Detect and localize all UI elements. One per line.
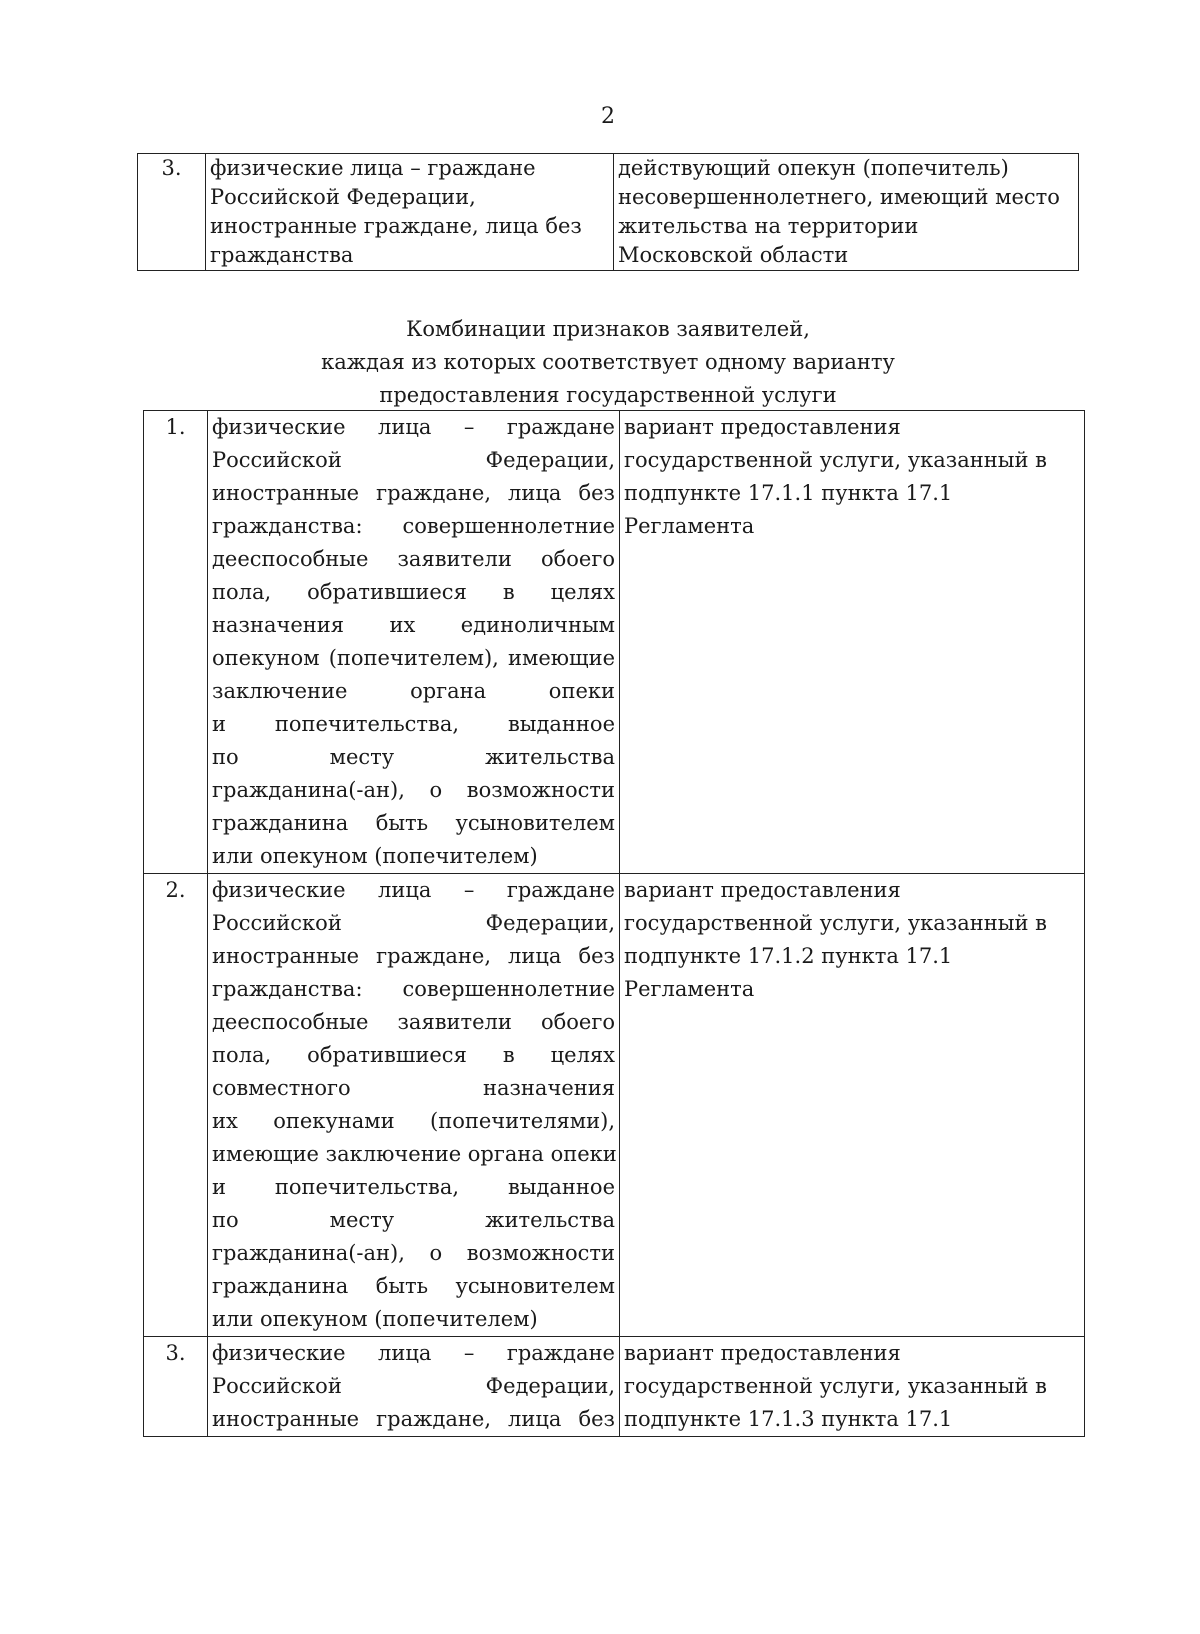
cell-line: Российской Федерации, (212, 1374, 615, 1398)
cell-line: иностранные граждане, лица без (210, 214, 582, 238)
cell-line: дееспособные заявители обоего (212, 547, 615, 571)
cell-line: подпункте 17.1.1 пункта 17.1 (624, 481, 953, 505)
row-number: 3. (138, 154, 206, 271)
cell-line: физические лица – граждане (212, 1341, 615, 1365)
applicant-attribute-cell (614, 154, 1079, 271)
applicant-category-cell (206, 154, 614, 271)
service-variant-cell (620, 1337, 1085, 1437)
cell-line: государственной услуги, указанный в (624, 911, 1047, 935)
cell-line: Российской Федерации, (212, 911, 615, 935)
cell-line: совместного назначения (212, 1076, 615, 1100)
cell-line: пола, обратившиеся в целях (212, 1043, 615, 1067)
cell-line: по месту жительства (212, 1208, 615, 1232)
cell-line: вариант предоставления (624, 878, 901, 902)
cell-line: дееспособные заявители обоего (212, 1010, 615, 1034)
cell-line: назначения их единоличным (212, 613, 615, 637)
cell-line: Регламента (624, 514, 755, 538)
cell-line: иностранные граждане, лица без (212, 944, 615, 968)
cell-line: физические лица – граждане (212, 415, 615, 439)
cell-line: имеющие заключение органа опеки (212, 1142, 617, 1166)
heading-line: предоставления государственной услуги (379, 383, 837, 407)
cell-line: действующий опекун (попечитель) (618, 156, 1009, 180)
row-number: 3. (144, 1337, 208, 1437)
cell-line: государственной услуги, указанный в (624, 448, 1047, 472)
service-variant-cell (620, 411, 1085, 874)
cell-line: гражданина быть усыновителем (212, 1274, 615, 1298)
cell-line: Московской области (618, 243, 849, 267)
table-row (144, 1337, 1085, 1437)
cell-line: опекуном (попечителем), имеющие (212, 646, 615, 670)
cell-line: вариант предоставления (624, 415, 901, 439)
cell-line: жительства на территории (618, 214, 919, 238)
page-number: 2 (601, 104, 615, 129)
cell-line: и попечительства, выданное (212, 1175, 615, 1199)
applicant-combination-cell (208, 1337, 620, 1437)
applicant-combination-cell (208, 874, 620, 1337)
applicant-combination-cell (208, 411, 620, 874)
cell-line: Российской Федерации, (210, 185, 476, 209)
heading-line: Комбинации признаков заявителей, (406, 317, 810, 341)
cell-line: несовершеннолетнего, имеющий место (618, 185, 1060, 209)
section-heading (0, 313, 1200, 412)
cell-line: физические лица – граждане (210, 156, 536, 180)
cell-line: пола, обратившиеся в целях (212, 580, 615, 604)
cell-line: заключение органа опеки (212, 679, 615, 703)
table-row (144, 874, 1085, 1337)
row-number: 2. (144, 874, 208, 1337)
cell-line: гражданства (210, 243, 354, 267)
cell-line: или опекуном (попечителем) (212, 1307, 538, 1331)
cell-line: по месту жительства (212, 745, 615, 769)
cell-line: физические лица – граждане (212, 878, 615, 902)
row-number: 1. (144, 411, 208, 874)
cell-line: или опекуном (попечителем) (212, 844, 538, 868)
applicant-table-top (137, 153, 1079, 271)
cell-line: вариант предоставления (624, 1341, 901, 1365)
heading-line: каждая из которых соответствует одному варианту (321, 350, 895, 374)
cell-line: подпункте 17.1.2 пункта 17.1 (624, 944, 953, 968)
table-row (144, 411, 1085, 874)
service-variant-cell (620, 874, 1085, 1337)
table-row (138, 154, 1079, 271)
cell-line: Регламента (624, 977, 755, 1001)
cell-line: гражданства: совершеннолетние (212, 977, 615, 1001)
cell-line: государственной услуги, указанный в (624, 1374, 1047, 1398)
cell-line: Российской Федерации, (212, 448, 615, 472)
cell-line: иностранные граждане, лица без (212, 1407, 615, 1431)
cell-line: и попечительства, выданное (212, 712, 615, 736)
combinations-table (143, 410, 1085, 1437)
cell-line: гражданина быть усыновителем (212, 811, 615, 835)
cell-line: гражданина(-ан), о возможности (212, 1241, 615, 1265)
cell-line: их опекунами (попечителями), (212, 1109, 615, 1133)
cell-line: гражданства: совершеннолетние (212, 514, 615, 538)
cell-line: подпункте 17.1.3 пункта 17.1 (624, 1407, 953, 1431)
cell-line: гражданина(-ан), о возможности (212, 778, 615, 802)
cell-line: иностранные граждане, лица без (212, 481, 615, 505)
